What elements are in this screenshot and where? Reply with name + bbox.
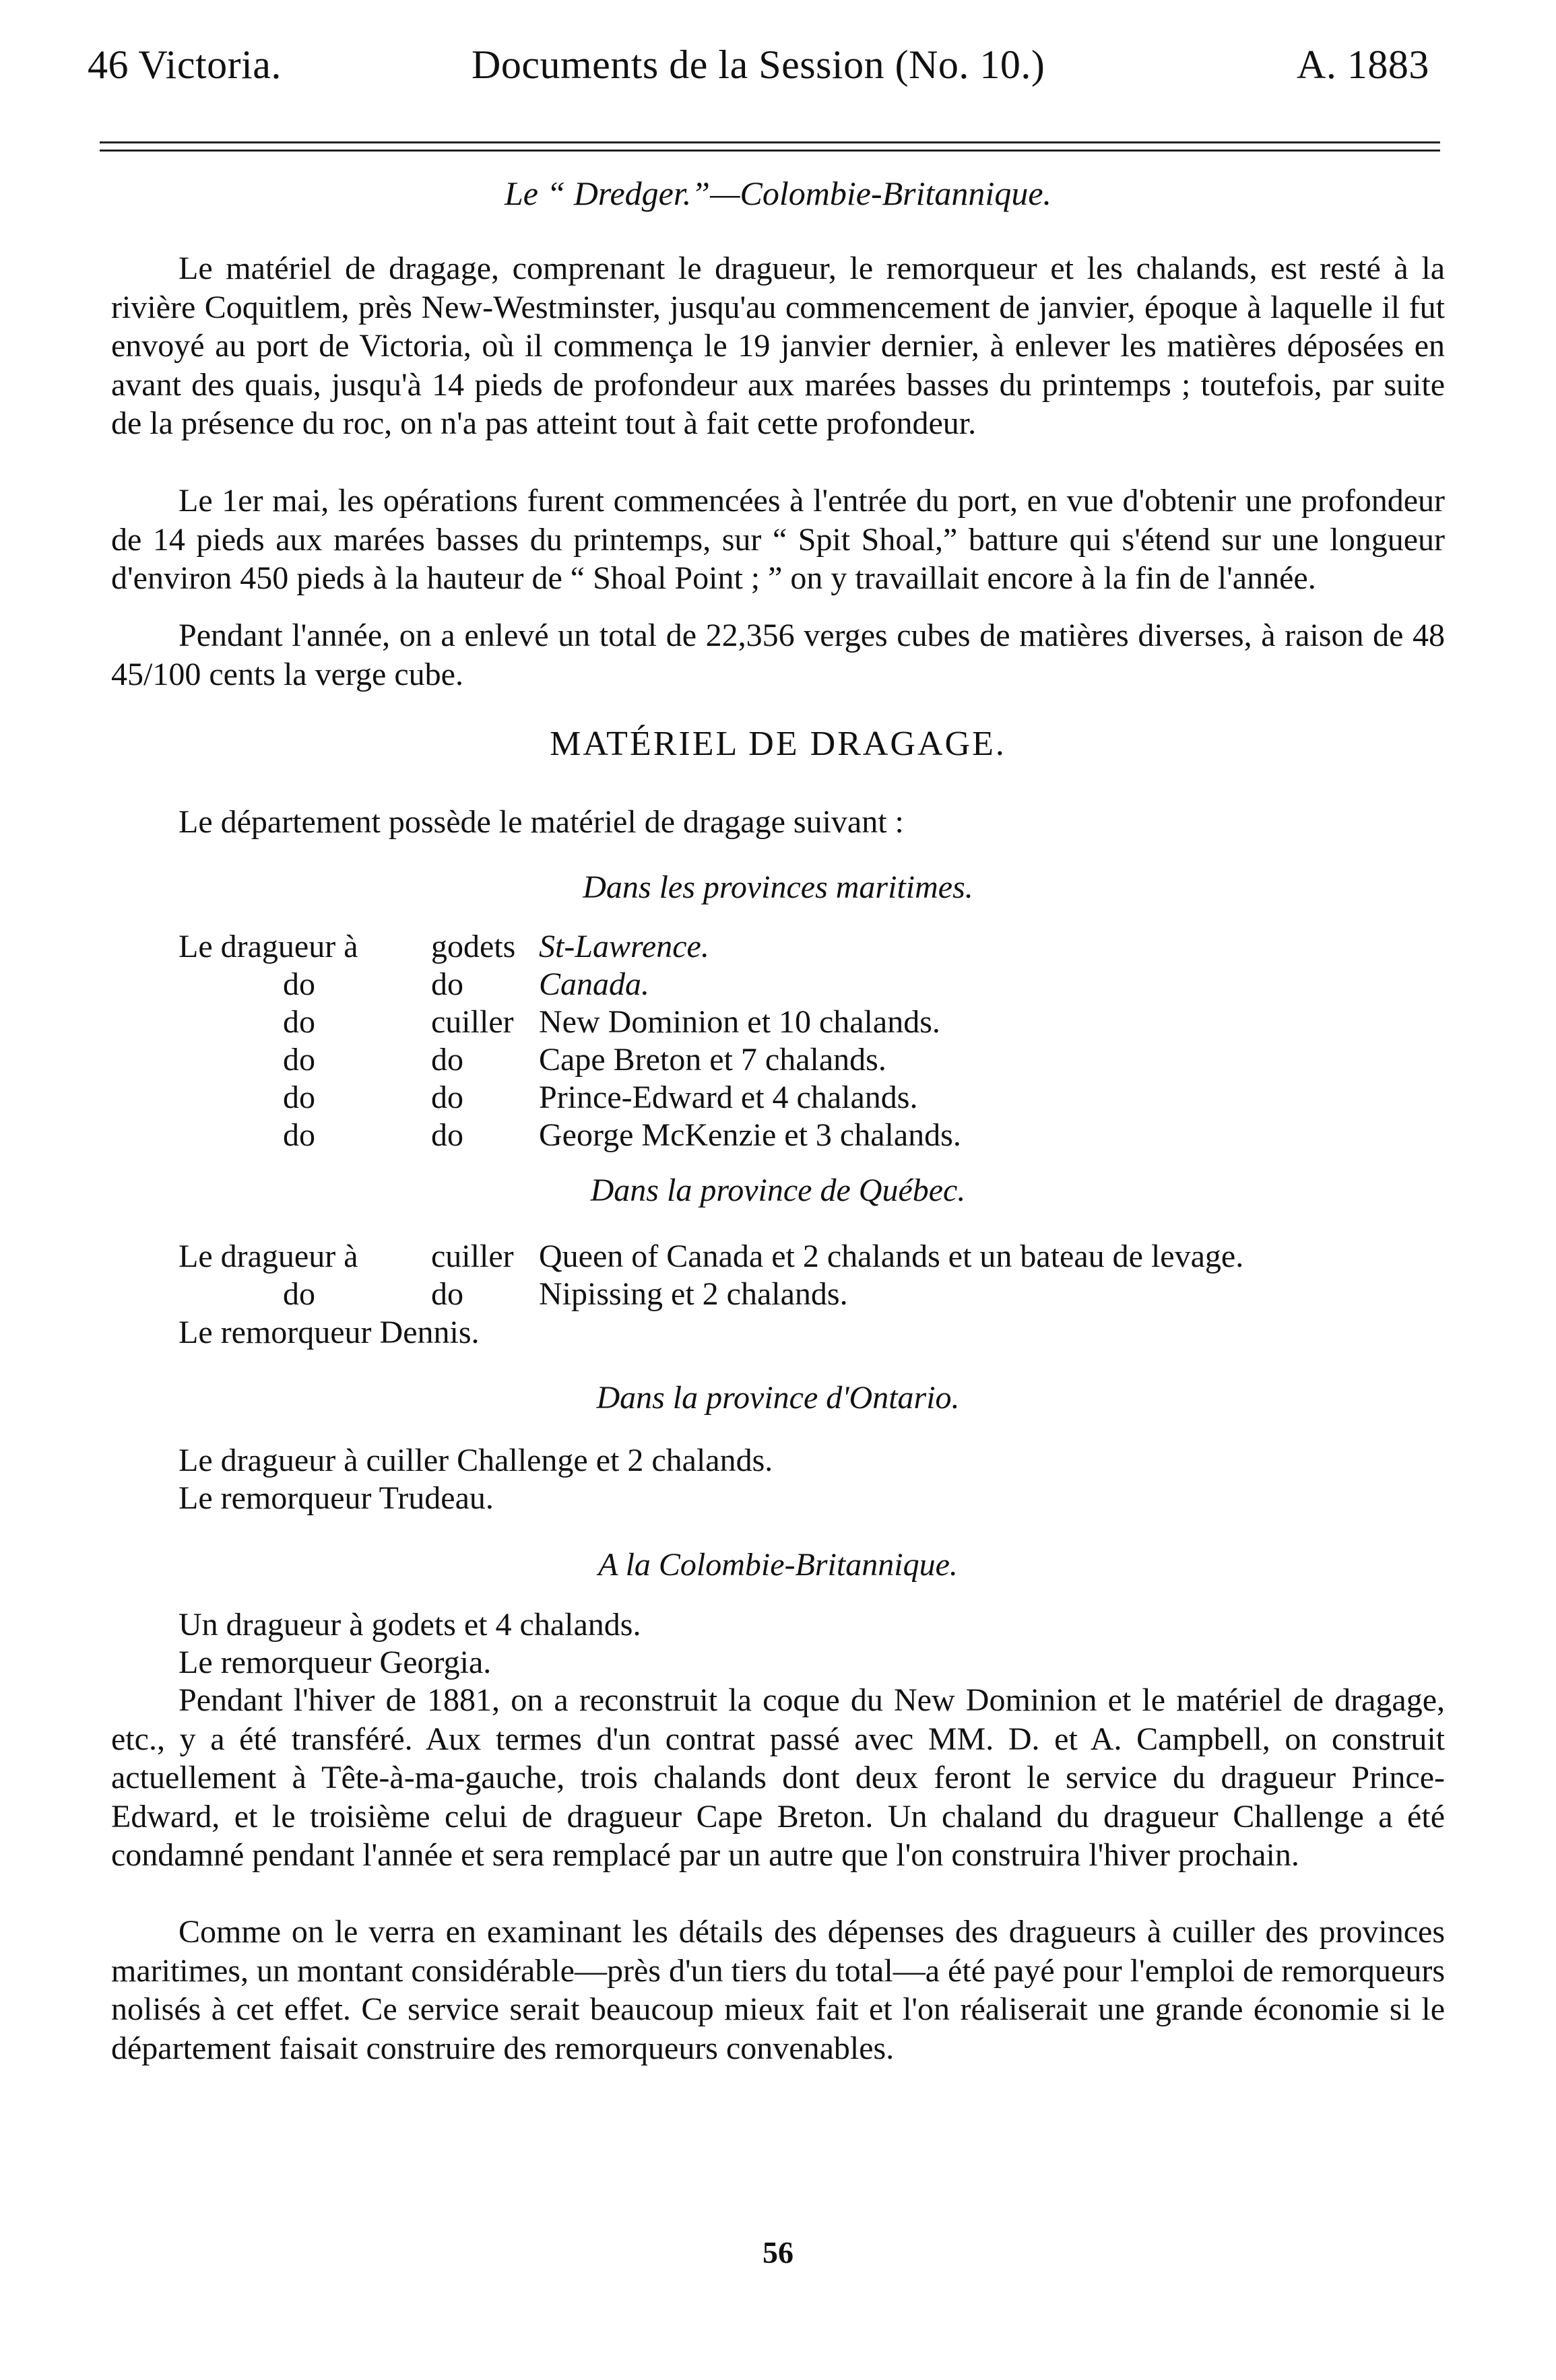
list-item-col3: George McKenzie et 3 chalands.	[539, 1117, 961, 1153]
colombie-line-dredger: Un dragueur à godets et 4 chalands.	[179, 1607, 641, 1643]
list-item	[179, 966, 1391, 1003]
list-item-col2: do	[431, 966, 463, 1002]
list-item	[179, 928, 1391, 966]
list-item-col1: do	[283, 1080, 315, 1115]
paragraph-total-removed: Pendant l'année, on a enlevé un total de 22,356 verges cubes de matières diverses, à raison de 48 45/100 cents la verge cube.	[111, 618, 1445, 692]
list-item	[179, 1238, 1391, 1276]
section-title: Le “ Dredger.”—Colombie-Britannique.	[504, 174, 1052, 212]
subheading-colombie-britannique: A la Colombie-Britannique.	[598, 1547, 958, 1583]
header-rule-top	[100, 141, 1440, 143]
maritimes-list	[179, 928, 1391, 1154]
header-left: 46 Victoria.	[88, 42, 282, 87]
quebec-list	[179, 1238, 1391, 1313]
list-item-col3: St-Lawrence.	[539, 929, 709, 964]
list-item-col1: Le dragueur à	[179, 929, 358, 964]
list-item	[179, 1003, 1391, 1041]
subheading-ontario: Dans la province d'Ontario.	[596, 1380, 960, 1416]
subheading-maritimes: Dans les provinces maritimes.	[583, 869, 973, 905]
header-right: A. 1883	[1297, 42, 1429, 87]
list-item-col2: do	[431, 1276, 463, 1312]
subheading-quebec: Dans la province de Québec.	[590, 1172, 966, 1208]
departement-intro: Le département possède le matériel de dragage suivant :	[179, 804, 904, 840]
paragraph-new-dominion-rebuild: Pendant l'hiver de 1881, on a reconstruit la coque du New Dominion et le matériel de dragage, etc., y a été transféré. Aux termes d'un contrat passé avec MM. D. et A. Campbell, on construit actuellement à Tête-à-ma-gauche, trois chalands dont deux feront le service du dragueur Prince-Edward, et le troisième celui de dragueur Cape Breton. Un chaland du dragueur Challenge a été condamné pendant l'année et sera remplacé par un autre que l'on construira l'hiver prochain.	[111, 1682, 1445, 1873]
colombie-line-tug: Le remorqueur Georgia.	[179, 1645, 492, 1680]
header-center: Documents de la Session (No. 10.)	[472, 42, 1045, 87]
list-item-col1: do	[283, 1276, 315, 1312]
quebec-tug: Le remorqueur Dennis.	[179, 1315, 480, 1350]
list-item-col2: do	[431, 1042, 463, 1078]
list-item-col3: Nipissing et 2 chalands.	[539, 1276, 848, 1312]
list-item-col3: New Dominion et 10 chalands.	[539, 1004, 940, 1040]
list-item-col1: do	[283, 1004, 315, 1040]
page-number: 56	[763, 2235, 793, 2270]
list-item	[179, 1079, 1391, 1117]
heading-materiel-de-dragage: MATÉRIEL DE DRAGAGE.	[550, 725, 1006, 763]
list-item-col3: Queen of Canada et 2 chalands et un bateau de levage.	[539, 1238, 1244, 1274]
list-item-col3: Cape Breton et 7 chalands.	[539, 1042, 886, 1078]
list-item-col2: cuiller	[431, 1004, 514, 1040]
list-item-col1: do	[283, 966, 315, 1002]
list-item	[179, 1041, 1391, 1079]
paragraph-tug-costs: Comme on le verra en examinant les détails des dépenses des dragueurs à cuiller des provinces maritimes, un montant considérable—près d'un tiers du total—a été payé pour l'emploi de remorqueurs nolisés à cet effet. Ce service serait beaucoup mieux fait et l'on réaliserait une grande économie si le département faisait construire des remorqueurs convenables.	[111, 1914, 1445, 2066]
list-item	[179, 1276, 1391, 1313]
list-item-col2: cuiller	[431, 1238, 514, 1274]
list-item-col3: Canada.	[539, 966, 650, 1002]
list-item-col3: Prince-Edward et 4 chalands.	[539, 1080, 918, 1115]
list-item-col1: do	[283, 1117, 315, 1153]
list-item-col2: do	[431, 1080, 463, 1115]
list-item	[179, 1117, 1391, 1154]
ontario-line-dredger: Le dragueur à cuiller Challenge et 2 chalands.	[179, 1443, 773, 1478]
paragraph-spit-shoal: Le 1er mai, les opérations furent commencées à l'entrée du port, en vue d'obtenir une profondeur de 14 pieds aux marées basses du printemps, sur “ Spit Shoal,” batture qui s'étend sur une longueur d'environ 450 pieds à la hauteur de “ Shoal Point ; ” on y travaillait encore à la fin de l'année.	[111, 483, 1445, 596]
list-item-col2: godets	[431, 929, 516, 964]
list-item-col1: do	[283, 1042, 315, 1078]
list-item-col1: Le dragueur à	[179, 1238, 358, 1274]
ontario-line-tug: Le remorqueur Trudeau.	[179, 1480, 494, 1516]
header-rule-bottom	[100, 150, 1440, 152]
list-item-col2: do	[431, 1117, 463, 1153]
paragraph-dredging-victoria: Le matériel de dragage, comprenant le dragueur, le remorqueur et les chalands, est resté à la rivière Coquitlem, près New-Westminster, jusqu'au commencement de janvier, époque à laquelle il fut envoyé au port de Victoria, où il commença le 19 janvier dernier, à enlever les matières déposées en avant des quais, jusqu'à 14 pieds de profondeur aux marées basses du printemps ; toutefois, par suite de la présence du roc, on n'a pas atteint tout à fait cette profondeur.	[111, 251, 1445, 441]
